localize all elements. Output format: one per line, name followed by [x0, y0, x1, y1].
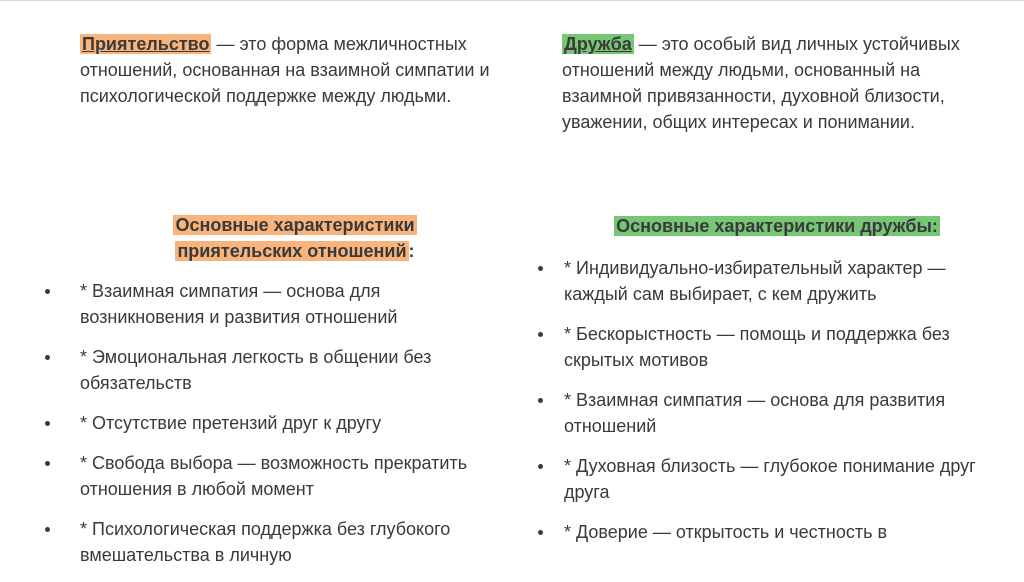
- list-item-text: * Взаимная симпатия — основа для возникновения и развития отношений: [80, 281, 398, 327]
- friendly-relations-term: Приятельство: [82, 34, 210, 54]
- list-item: [564, 453, 1004, 505]
- friendship-heading: [542, 213, 1012, 239]
- list-item: [80, 516, 500, 568]
- friendship-definition-text: — это особый вид личных устойчивых отношений между людьми, основанный на взаимной привязанности, духовной близости, уважении, общих интересах и понимании.: [562, 34, 960, 132]
- top-divider: [0, 0, 1024, 1]
- friendly-relations-definition: [80, 31, 500, 109]
- friendship-list: [564, 255, 1004, 559]
- list-item-text: * Отсутствие претензий друг к другу: [80, 413, 382, 433]
- bullet-icon: [538, 464, 543, 469]
- list-item: [80, 410, 500, 436]
- list-item-text: * Духовная близость — глубокое понимание друг друга: [564, 456, 976, 502]
- bullet-icon: [45, 355, 50, 360]
- heading-line-2: приятельских отношений: [177, 241, 407, 261]
- heading-line-1: Основные характеристики: [175, 215, 415, 235]
- list-item: [564, 519, 1004, 545]
- friendly-relations-heading: [100, 212, 490, 264]
- friendly-relations-list: [80, 278, 500, 582]
- bullet-icon: [45, 527, 50, 532]
- list-item-text: * Свобода выбора — возможность прекратить отношения в любой момент: [80, 453, 468, 499]
- bullet-icon: [538, 398, 543, 403]
- list-item: [564, 255, 1004, 307]
- friendly-relations-definition-text: — это форма межличностных отношений, основанная на взаимной симпатии и психологической поддержке между людьми.: [80, 34, 490, 106]
- list-item: [80, 278, 500, 330]
- heading-text: Основные характеристики дружбы:: [616, 216, 938, 236]
- list-item: [564, 387, 1004, 439]
- bullet-icon: [538, 266, 543, 271]
- friendship-term: Дружба: [564, 34, 632, 54]
- friendship-definition: [562, 31, 992, 135]
- list-item-text: * Доверие — открытость и честность в: [564, 522, 888, 542]
- heading-suffix: :: [408, 241, 415, 261]
- list-item: [80, 344, 500, 396]
- bullet-icon: [538, 530, 543, 535]
- list-item: [80, 450, 500, 502]
- list-item-text: * Эмоциональная легкость в общении без обязательств: [80, 347, 432, 393]
- bullet-icon: [45, 461, 50, 466]
- list-item-text: * Индивидуально-избирательный характер — каждый сам выбирает, с кем дружить: [564, 258, 946, 304]
- bullet-icon: [45, 289, 50, 294]
- bullet-icon: [538, 332, 543, 337]
- list-item: [564, 321, 1004, 373]
- bullet-icon: [45, 421, 50, 426]
- list-item-text: * Психологическая поддержка без глубокого вмешательства в личную: [80, 519, 451, 565]
- list-item-text: * Бескорыстность — помощь и поддержка без скрытых мотивов: [564, 324, 950, 370]
- list-item-text: * Взаимная симпатия — основа для развития отношений: [564, 390, 946, 436]
